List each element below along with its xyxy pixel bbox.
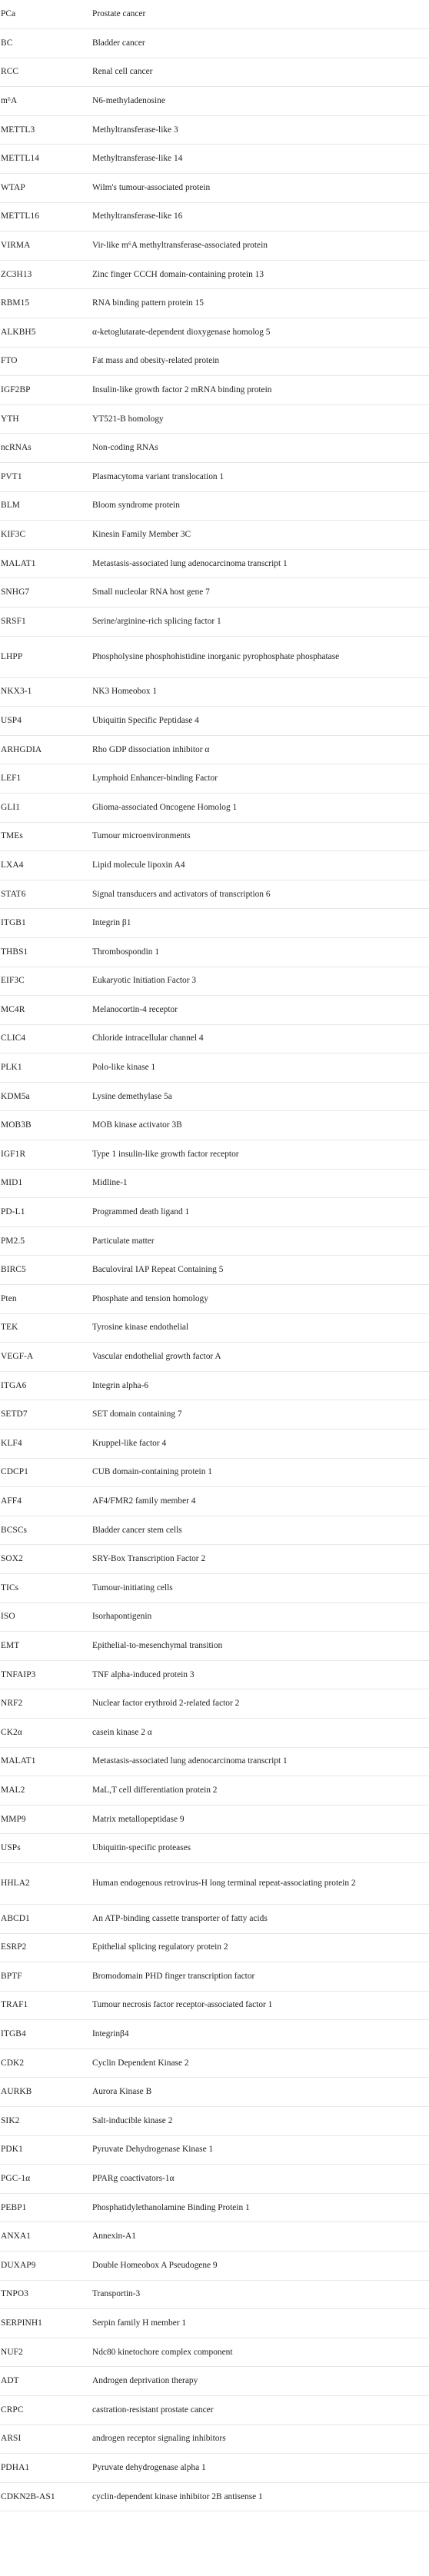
table-row — [0, 1747, 429, 1776]
definition-cell: casein kinase 2 α — [92, 1718, 429, 1747]
definition-cell: Tumour necrosis factor receptor-associated factor 1 — [92, 1991, 429, 2020]
table-row — [0, 463, 429, 492]
table-row — [0, 578, 429, 607]
table-row — [0, 521, 429, 550]
table-row — [0, 2193, 429, 2222]
table-row — [0, 2078, 429, 2107]
table-row — [0, 58, 429, 87]
definition-cell: Insulin-like growth factor 2 mRNA binding protein — [92, 376, 429, 405]
definition-cell: Rho GDP dissociation inhibitor α — [92, 735, 429, 764]
abbreviation-cell: TMEs — [0, 822, 92, 851]
definition-cell: Bladder cancer stem cells — [92, 1516, 429, 1545]
table-row — [0, 2135, 429, 2165]
table-row — [0, 2107, 429, 2136]
table-row — [0, 1343, 429, 1372]
table-row — [0, 2338, 429, 2367]
table-row — [0, 491, 429, 521]
abbreviation-cell: ARSI — [0, 2425, 92, 2454]
table-row — [0, 967, 429, 996]
abbreviation-cell: GLI1 — [0, 793, 92, 822]
abbreviation-cell: LHPP — [0, 636, 92, 677]
abbreviation-cell: AFF4 — [0, 1487, 92, 1516]
table-row — [0, 822, 429, 851]
definition-cell: Bromodomain PHD finger transcription factor — [92, 1962, 429, 1992]
table-row — [0, 115, 429, 145]
abbreviation-cell: SIK2 — [0, 2107, 92, 2136]
table-row — [0, 87, 429, 116]
definition-cell: N6-methyladenosine — [92, 87, 429, 116]
table-row — [0, 1834, 429, 1863]
table-row — [0, 880, 429, 909]
table-row — [0, 2425, 429, 2454]
abbreviation-cell: ADT — [0, 2367, 92, 2396]
abbreviation-cell: ARHGDIA — [0, 735, 92, 764]
definition-cell: Plasmacytoma variant translocation 1 — [92, 463, 429, 492]
abbreviation-cell: ABCD1 — [0, 1904, 92, 1933]
abbreviation-cell: USP4 — [0, 707, 92, 736]
abbreviation-cell: MC4R — [0, 996, 92, 1025]
abbreviation-cell: USPs — [0, 1834, 92, 1863]
definition-cell: AF4/FMR2 family member 4 — [92, 1487, 429, 1516]
table-row — [0, 376, 429, 405]
definition-cell: Aurora Kinase B — [92, 2078, 429, 2107]
definition-cell: Glioma-associated Oncogene Homolog 1 — [92, 793, 429, 822]
abbreviation-cell: MMP9 — [0, 1805, 92, 1834]
abbreviation-cell: AURKB — [0, 2078, 92, 2107]
table-row — [0, 2482, 429, 2511]
table-row — [0, 1140, 429, 1170]
definition-cell: NK3 Homeobox 1 — [92, 677, 429, 707]
definition-cell: Matrix metallopeptidase 9 — [92, 1805, 429, 1834]
abbreviation-cell: ANXA1 — [0, 2222, 92, 2252]
table-row — [0, 29, 429, 58]
definition-cell: Double Homeobox A Pseudogene 9 — [92, 2252, 429, 2281]
definition-cell: Epithelial-to-mesenchymal transition — [92, 1632, 429, 1661]
definition-cell: Lipid molecule lipoxin A4 — [92, 851, 429, 880]
table-row — [0, 1198, 429, 1227]
definition-cell: cyclin-dependent kinase inhibitor 2B antisense 1 — [92, 2482, 429, 2511]
definition-cell: Bloom syndrome protein — [92, 491, 429, 521]
abbreviation-cell: KDM5a — [0, 1082, 92, 1111]
abbreviation-cell: FTO — [0, 347, 92, 376]
definition-cell: Polo-like kinase 1 — [92, 1053, 429, 1083]
abbreviation-cell: TICs — [0, 1573, 92, 1603]
definition-cell: Integrin β1 — [92, 909, 429, 938]
abbreviation-cell: PD-L1 — [0, 1198, 92, 1227]
table-row — [0, 1933, 429, 1962]
definition-cell: α-ketoglutarate-dependent dioxygenase homolog 5 — [92, 318, 429, 348]
table-row — [0, 549, 429, 578]
definition-cell: RNA binding pattern protein 15 — [92, 289, 429, 318]
table-row — [0, 937, 429, 967]
abbreviation-cell: METTL3 — [0, 115, 92, 145]
definition-cell: Lysine demethylase 5a — [92, 1082, 429, 1111]
definition-cell: Small nucleolar RNA host gene 7 — [92, 578, 429, 607]
abbreviation-cell: Pten — [0, 1285, 92, 1314]
definition-cell: PPARg coactivators-1α — [92, 2165, 429, 2194]
definition-cell: Phospholysine phosphohistidine inorganic pyrophosphate phosphatase — [92, 636, 429, 677]
definition-cell: Epithelial splicing regulatory protein 2 — [92, 1933, 429, 1962]
abbreviation-cell: ITGB1 — [0, 909, 92, 938]
definition-cell: Tumour-initiating cells — [92, 1573, 429, 1603]
table-row — [0, 2020, 429, 2049]
table-row — [0, 1991, 429, 2020]
table-row — [0, 1169, 429, 1198]
table-row — [0, 347, 429, 376]
abbreviation-cell: CLIC4 — [0, 1024, 92, 1053]
table-row — [0, 1904, 429, 1933]
definition-cell: Methyltransferase-like 3 — [92, 115, 429, 145]
definition-cell: castration-resistant prostate cancer — [92, 2396, 429, 2425]
abbreviation-cell: m⁶A — [0, 87, 92, 116]
abbreviation-cell: CDKN2B-AS1 — [0, 2482, 92, 2511]
table-row — [0, 231, 429, 261]
table-row — [0, 2367, 429, 2396]
definition-cell: Lymphoid Enhancer-binding Factor — [92, 764, 429, 794]
table-row — [0, 1256, 429, 1285]
abbreviation-cell: IGF1R — [0, 1140, 92, 1170]
abbreviation-cell: TEK — [0, 1313, 92, 1343]
definition-cell: Prostate cancer — [92, 0, 429, 29]
abbreviation-cell: PEBP1 — [0, 2193, 92, 2222]
table-row — [0, 2309, 429, 2338]
definition-cell: Programmed death ligand 1 — [92, 1198, 429, 1227]
definition-cell: Phosphatidylethanolamine Binding Protein 1 — [92, 2193, 429, 2222]
definition-cell: Ndc80 kinetochore complex component — [92, 2338, 429, 2367]
definition-cell: Eukaryotic Initiation Factor 3 — [92, 967, 429, 996]
abbreviation-cell: TRAF1 — [0, 1991, 92, 2020]
table-row — [0, 1082, 429, 1111]
abbreviation-cell: PCa — [0, 0, 92, 29]
table-row — [0, 318, 429, 348]
table-row — [0, 1024, 429, 1053]
definition-cell: An ATP-binding cassette transporter of fatty acids — [92, 1904, 429, 1933]
definition-cell: SET domain containing 7 — [92, 1400, 429, 1429]
definition-cell: Tumour microenvironments — [92, 822, 429, 851]
definition-cell: SRY-Box Transcription Factor 2 — [92, 1545, 429, 1574]
abbreviation-cell: EIF3C — [0, 967, 92, 996]
definition-cell: Chloride intracellular channel 4 — [92, 1024, 429, 1053]
abbreviation-cell: YTH — [0, 404, 92, 434]
table-row — [0, 1487, 429, 1516]
table-row — [0, 1805, 429, 1834]
table-row — [0, 1313, 429, 1343]
definition-cell: Non-coding RNAs — [92, 434, 429, 463]
abbreviation-cell: LXA4 — [0, 851, 92, 880]
abbreviation-cell: SNHG7 — [0, 578, 92, 607]
table-row — [0, 707, 429, 736]
abbreviation-cell: CK2α — [0, 1718, 92, 1747]
table-row — [0, 1053, 429, 1083]
definition-cell: Salt-inducible kinase 2 — [92, 2107, 429, 2136]
abbreviation-cell: LEF1 — [0, 764, 92, 794]
table-row — [0, 851, 429, 880]
abbreviation-cell: MAL2 — [0, 1776, 92, 1806]
definition-cell: Particulate matter — [92, 1226, 429, 1256]
abbreviation-cell: TNFAIP3 — [0, 1660, 92, 1689]
definition-cell: MaL,T cell differentiation protein 2 — [92, 1776, 429, 1806]
definition-cell: Thrombospondin 1 — [92, 937, 429, 967]
table-row — [0, 2454, 429, 2483]
definition-cell: Kruppel-like factor 4 — [92, 1429, 429, 1459]
abbreviation-cell: ITGB4 — [0, 2020, 92, 2049]
table-row — [0, 1632, 429, 1661]
table-row — [0, 1776, 429, 1806]
abbreviation-cell: SERPINH1 — [0, 2309, 92, 2338]
definition-cell: Renal cell cancer — [92, 58, 429, 87]
table-row — [0, 1603, 429, 1632]
abbreviation-cell: ITGA6 — [0, 1371, 92, 1400]
definition-cell: Annexin-A1 — [92, 2222, 429, 2252]
definition-cell: Metastasis-associated lung adenocarcinoma transcript 1 — [92, 1747, 429, 1776]
definition-cell: CUB domain-containing protein 1 — [92, 1458, 429, 1487]
abbreviation-cell: NUF2 — [0, 2338, 92, 2367]
abbreviation-cell: BLM — [0, 491, 92, 521]
table-row — [0, 2280, 429, 2309]
abbreviation-cell: MOB3B — [0, 1111, 92, 1140]
abbreviation-cell: BCSCs — [0, 1516, 92, 1545]
definition-cell: Melanocortin-4 receptor — [92, 996, 429, 1025]
definition-cell: Serine/arginine-rich splicing factor 1 — [92, 607, 429, 636]
table-row — [0, 1516, 429, 1545]
table-row — [0, 1660, 429, 1689]
table-row — [0, 1429, 429, 1459]
abbreviation-cell: SETD7 — [0, 1400, 92, 1429]
definition-cell: Methyltransferase-like 16 — [92, 202, 429, 231]
table-row — [0, 996, 429, 1025]
abbreviation-cell: SRSF1 — [0, 607, 92, 636]
abbreviation-cell: ncRNAs — [0, 434, 92, 463]
definition-cell: Baculoviral IAP Repeat Containing 5 — [92, 1256, 429, 1285]
definition-cell: YT521-B homology — [92, 404, 429, 434]
abbreviation-cell: BC — [0, 29, 92, 58]
table-row — [0, 1371, 429, 1400]
abbreviation-cell: METTL16 — [0, 202, 92, 231]
definition-cell: Vir-like m⁶A methyltransferase-associated protein — [92, 231, 429, 261]
table-row — [0, 909, 429, 938]
definition-cell: Ubiquitin Specific Peptidase 4 — [92, 707, 429, 736]
table-row — [0, 1718, 429, 1747]
abbreviation-cell: STAT6 — [0, 880, 92, 909]
table-row — [0, 1962, 429, 1992]
abbreviation-cell: RBM15 — [0, 289, 92, 318]
definition-cell: Fat mass and obesity-related protein — [92, 347, 429, 376]
table-row — [0, 1573, 429, 1603]
abbreviation-cell: KLF4 — [0, 1429, 92, 1459]
abbreviation-cell: RCC — [0, 58, 92, 87]
abbreviation-cell: VEGF-A — [0, 1343, 92, 1372]
definition-cell: Integrin alpha-6 — [92, 1371, 429, 1400]
table-row — [0, 1689, 429, 1719]
table-row — [0, 404, 429, 434]
abbreviation-cell: PDHA1 — [0, 2454, 92, 2483]
definition-cell: Isorhapontigenin — [92, 1603, 429, 1632]
definition-cell: Kinesin Family Member 3C — [92, 521, 429, 550]
table-row — [0, 793, 429, 822]
table-row — [0, 607, 429, 636]
abbreviation-cell: ALKBH5 — [0, 318, 92, 348]
table-row — [0, 174, 429, 203]
abbreviation-cell: VIRMA — [0, 231, 92, 261]
abbreviation-cell: ESRP2 — [0, 1933, 92, 1962]
table-row — [0, 260, 429, 289]
definition-cell: Signal transducers and activators of transcription 6 — [92, 880, 429, 909]
abbreviation-cell: EMT — [0, 1632, 92, 1661]
table-row — [0, 636, 429, 677]
table-row — [0, 434, 429, 463]
table-row — [0, 1111, 429, 1140]
table-row — [0, 202, 429, 231]
abbreviation-cell: ZC3H13 — [0, 260, 92, 289]
abbreviation-cell: PLK1 — [0, 1053, 92, 1083]
definition-cell: Ubiquitin-specific proteases — [92, 1834, 429, 1863]
definition-cell: Methyltransferase-like 14 — [92, 145, 429, 174]
table-row — [0, 1458, 429, 1487]
abbreviation-cell: ISO — [0, 1603, 92, 1632]
table-row — [0, 2396, 429, 2425]
table-row — [0, 1545, 429, 1574]
abbreviation-cell: NKX3-1 — [0, 677, 92, 707]
definition-cell: androgen receptor signaling inhibitors — [92, 2425, 429, 2454]
table-row — [0, 2165, 429, 2194]
table-row — [0, 145, 429, 174]
abbreviation-cell: MALAT1 — [0, 549, 92, 578]
table-row — [0, 289, 429, 318]
table-row — [0, 764, 429, 794]
definition-cell: Zinc finger CCCH domain-containing protein 13 — [92, 260, 429, 289]
table-row — [0, 735, 429, 764]
definition-cell: Wilm's tumour-associated protein — [92, 174, 429, 203]
table-row — [0, 1400, 429, 1429]
abbreviation-cell: PDK1 — [0, 2135, 92, 2165]
table-row — [0, 2222, 429, 2252]
definition-cell: Pyruvate dehydrogenase alpha 1 — [92, 2454, 429, 2483]
definition-cell: Cyclin Dependent Kinase 2 — [92, 2048, 429, 2078]
definition-cell: Nuclear factor erythroid 2-related factor 2 — [92, 1689, 429, 1719]
table-row — [0, 1285, 429, 1314]
definition-cell: Pyruvate Dehydrogenase Kinase 1 — [92, 2135, 429, 2165]
definition-cell: Type 1 insulin-like growth factor receptor — [92, 1140, 429, 1170]
definition-cell: Human endogenous retrovirus-H long terminal repeat-associating protein 2 — [92, 1862, 429, 1904]
table-row — [0, 2252, 429, 2281]
table-row — [0, 0, 429, 29]
abbreviation-cell: KIF3C — [0, 521, 92, 550]
abbreviation-cell: MALAT1 — [0, 1747, 92, 1776]
abbreviation-cell: BIRC5 — [0, 1256, 92, 1285]
abbreviation-cell: TNPO3 — [0, 2280, 92, 2309]
abbreviation-cell: SOX2 — [0, 1545, 92, 1574]
definition-cell: TNF alpha-induced protein 3 — [92, 1660, 429, 1689]
table-row — [0, 677, 429, 707]
table-row — [0, 1862, 429, 1904]
definition-cell: MOB kinase activator 3B — [92, 1111, 429, 1140]
abbreviation-cell: NRF2 — [0, 1689, 92, 1719]
abbreviation-cell: IGF2BP — [0, 376, 92, 405]
definition-cell: Bladder cancer — [92, 29, 429, 58]
definition-cell: Transportin-3 — [92, 2280, 429, 2309]
table-row — [0, 1226, 429, 1256]
table-row — [0, 2048, 429, 2078]
abbreviation-cell: CDCP1 — [0, 1458, 92, 1487]
definition-cell: Vascular endothelial growth factor A — [92, 1343, 429, 1372]
abbreviation-cell: CRPC — [0, 2396, 92, 2425]
abbreviation-cell: BPTF — [0, 1962, 92, 1992]
definition-cell: Phosphate and tension homology — [92, 1285, 429, 1314]
definition-cell: Androgen deprivation therapy — [92, 2367, 429, 2396]
definition-cell: Integrinβ4 — [92, 2020, 429, 2049]
abbreviation-cell: PGC-1α — [0, 2165, 92, 2194]
abbreviation-cell: HHLA2 — [0, 1862, 92, 1904]
abbreviation-cell: PVT1 — [0, 463, 92, 492]
abbreviation-cell: WTAP — [0, 174, 92, 203]
abbreviation-cell: PM2.5 — [0, 1226, 92, 1256]
abbreviation-cell: METTL14 — [0, 145, 92, 174]
abbreviation-cell: CDK2 — [0, 2048, 92, 2078]
definition-cell: Tyrosine kinase endothelial — [92, 1313, 429, 1343]
definition-cell: Serpin family H member 1 — [92, 2309, 429, 2338]
definition-cell: Metastasis-associated lung adenocarcinoma transcript 1 — [92, 549, 429, 578]
abbreviation-cell: DUXAP9 — [0, 2252, 92, 2281]
definition-cell: Midline-1 — [92, 1169, 429, 1198]
abbreviation-cell: THBS1 — [0, 937, 92, 967]
abbreviation-cell: MID1 — [0, 1169, 92, 1198]
